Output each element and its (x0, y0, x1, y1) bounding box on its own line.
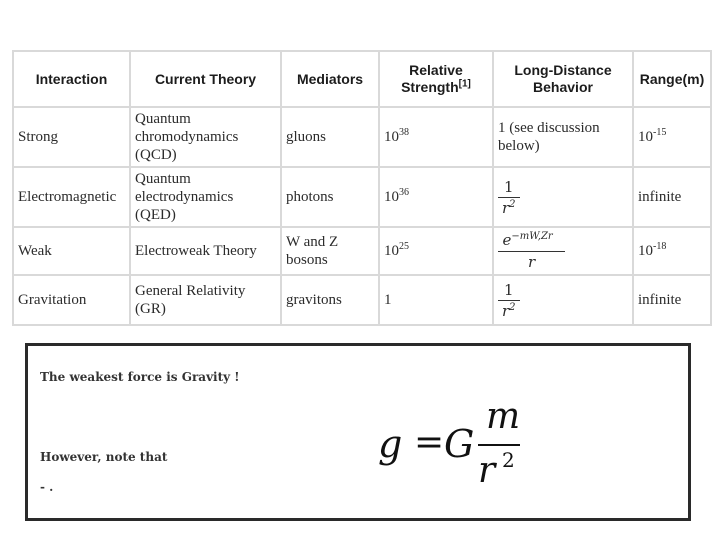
formula-constant: G (444, 422, 475, 466)
strength-exponent: 36 (399, 187, 409, 198)
cell-long-distance (493, 227, 633, 275)
bullet-line: - . (40, 480, 54, 494)
denominator-base: r (502, 198, 510, 217)
cell-range: infinite (633, 275, 711, 325)
table-row-strong (13, 107, 711, 167)
yukawa-fraction (498, 231, 565, 271)
cell-mediators: W and Z bosons (281, 227, 379, 275)
fraction-denominator: r (498, 251, 565, 271)
forces-table (12, 50, 712, 326)
table-row-weak (13, 227, 711, 275)
inverse-square-fraction (498, 281, 520, 320)
header-row (13, 51, 711, 107)
formula-numerator: m (486, 396, 521, 437)
numerator-base: e (502, 231, 512, 249)
table-row-gravitation (13, 275, 711, 325)
cell-range (633, 107, 711, 167)
formula-exponent: 2 (502, 448, 515, 472)
gravity-formula (378, 396, 558, 496)
cell-mediators: gluons (281, 107, 379, 167)
reference-link[interactable]: [1] (458, 78, 471, 90)
header-mediators: Mediators (281, 51, 379, 107)
formula-fraction-bar (478, 444, 520, 446)
fraction-numerator: 1 (504, 280, 514, 299)
strength-exponent: 38 (399, 127, 409, 138)
cell-long-distance (493, 275, 633, 325)
denominator-exponent: 2 (509, 198, 516, 210)
cell-mediators: photons (281, 167, 379, 227)
note-panel (25, 343, 691, 521)
denominator-exponent: 2 (509, 301, 516, 313)
weakest-force-statement: The weakest force is Gravity ! (40, 370, 240, 384)
cell-mediators: gravitons (281, 275, 379, 325)
cell-theory: Quantum electrodynamics (QED) (130, 167, 281, 227)
cell-range: infinite (633, 167, 711, 227)
numerator-exponent: −mW,Zr (511, 231, 553, 242)
cell-theory: Electroweak Theory (130, 227, 281, 275)
inverse-square-fraction (498, 178, 520, 217)
strength-base: 10 (384, 243, 399, 259)
strength-exponent: 25 (399, 241, 409, 252)
table-row-electromagnetic (13, 167, 711, 227)
formula-denominator: r (478, 450, 496, 491)
cell-strength (379, 167, 493, 227)
cell-interaction: Weak (13, 227, 130, 275)
however-note-text: However, note that (40, 450, 168, 464)
header-interaction: Interaction (13, 51, 130, 107)
range-base: 10 (638, 129, 653, 145)
cell-strength: 1 (379, 275, 493, 325)
range-exponent: -18 (653, 241, 667, 252)
fraction-numerator (498, 231, 565, 251)
header-range: Range(m) (633, 51, 711, 107)
header-current-theory: Current Theory (130, 51, 281, 107)
cell-interaction: Gravitation (13, 275, 130, 325)
cell-interaction: Electromagnetic (13, 167, 130, 227)
strength-base: 10 (384, 129, 399, 145)
denominator-base: r (502, 301, 510, 320)
fraction-numerator: 1 (504, 177, 514, 196)
header-long-distance-behavior: Long-Distance Behavior (493, 51, 633, 107)
range-exponent: -15 (653, 127, 667, 138)
cell-long-distance: 1 (see discussion below) (493, 107, 633, 167)
cell-strength (379, 227, 493, 275)
formula-equals: = (414, 422, 445, 463)
header-relative-strength (379, 51, 493, 107)
cell-long-distance (493, 167, 633, 227)
cell-range (633, 227, 711, 275)
cell-interaction: Strong (13, 107, 130, 167)
cell-theory: General Relativity (GR) (130, 275, 281, 325)
header-relative-strength-label: Relative Strength (401, 62, 463, 95)
fraction-denominator (498, 197, 520, 217)
cell-theory: Quantum chromodynamics (QCD) (130, 107, 281, 167)
range-base: 10 (638, 243, 653, 259)
cell-strength (379, 107, 493, 167)
formula-lhs: g (378, 422, 403, 466)
fraction-denominator (498, 300, 520, 320)
strength-base: 10 (384, 189, 399, 205)
